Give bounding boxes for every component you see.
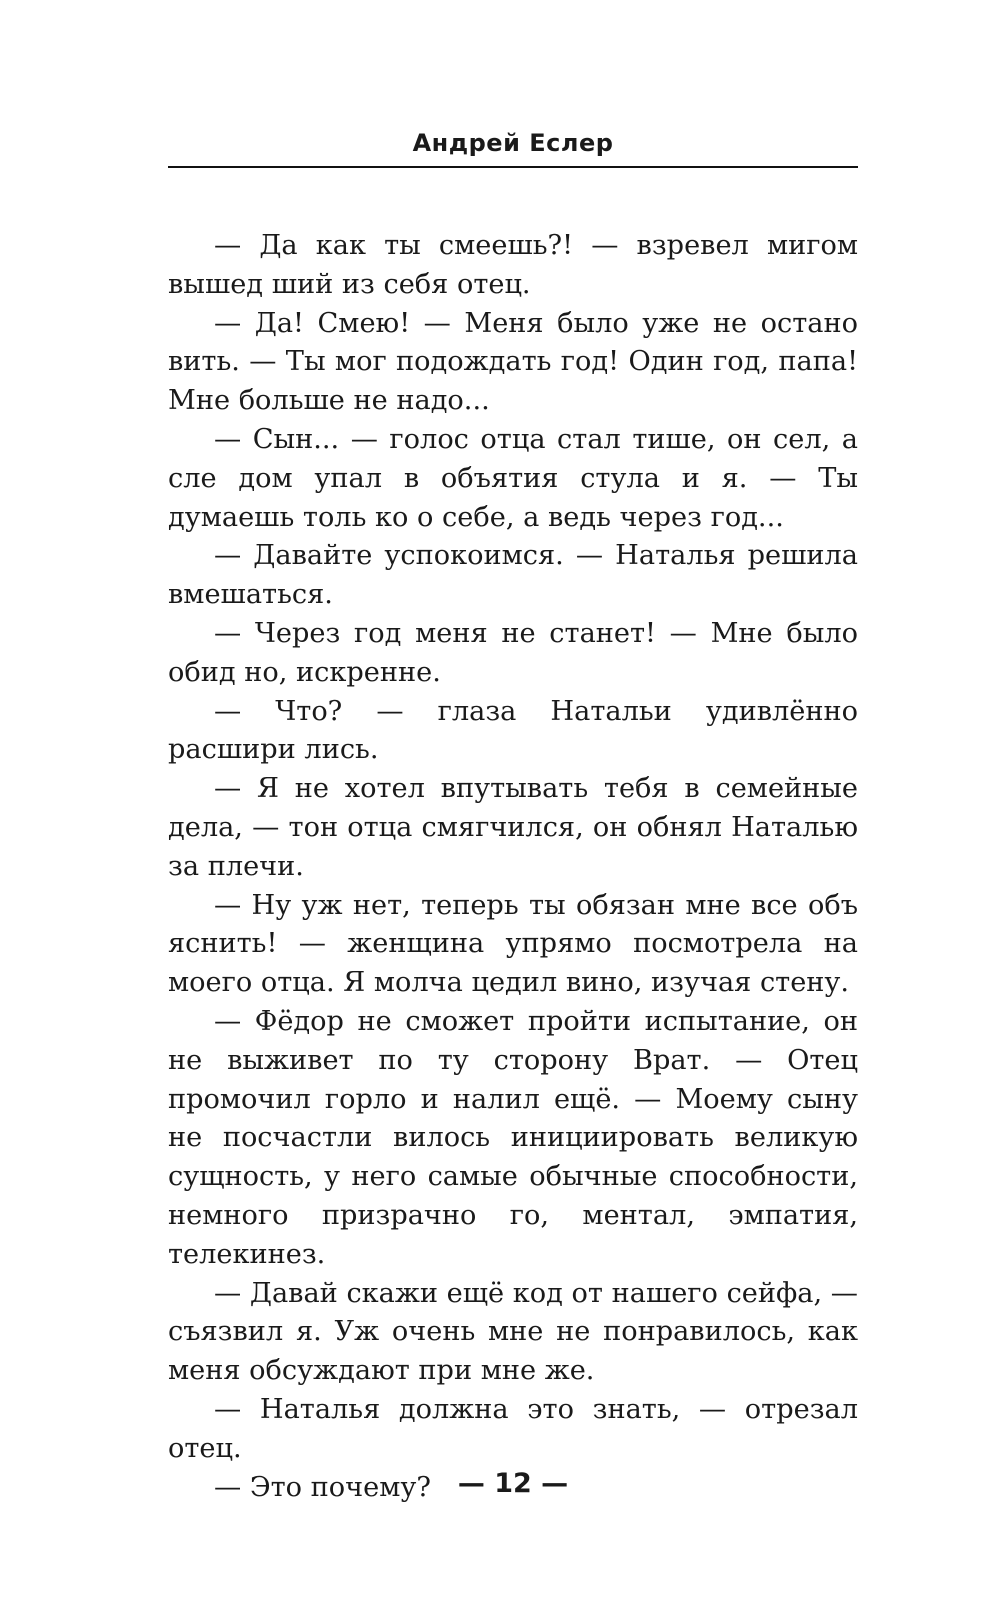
text-line: — Да как ты смеешь?! — взревел мигом вышед: [168, 230, 858, 300]
paragraph: [168, 1003, 858, 1275]
page-number: — 12 —: [457, 1468, 569, 1499]
text-line: плечи.: [207, 850, 304, 882]
text-line: горло и налил ещё. — Моему сыну не посчастли: [168, 1083, 858, 1154]
text-line: — Да! Смею! — Меня было уже не остано: [214, 307, 858, 339]
text-line: — Наталья должна это знать, — отрезал отец.: [168, 1393, 858, 1464]
paragraph: [168, 615, 858, 693]
running-head-author: Андрей Еслер: [412, 129, 614, 157]
text-line: — Ну уж нет, теперь ты обязан мне все объ: [214, 889, 858, 921]
paragraph: [168, 421, 858, 537]
text-line: вить. — Ты мог подождать год! Один год, папа!: [168, 346, 858, 378]
text-line: — Это почему?: [214, 1471, 431, 1503]
header-rule: [168, 166, 858, 168]
paragraph: [168, 305, 858, 421]
text-line: ко о себе, а ведь через год...: [375, 501, 784, 533]
text-line: вмешаться.: [168, 579, 333, 611]
paragraph: [168, 887, 858, 1003]
paragraph: [168, 1391, 858, 1469]
text-line: — Я не хотел впутывать тебя в семейные: [214, 773, 858, 805]
text-line: дом упал в объятия стула и я. — Ты думаешь толь: [168, 462, 858, 533]
text-line: — Фёдор не сможет пройти испытание, он не: [168, 1005, 858, 1076]
paragraph: [168, 770, 858, 886]
text-line: — Сын... — голос отца стал тише, он сел, а сле: [168, 423, 858, 494]
text-line: самые обычные способности, немного призрачно: [168, 1161, 858, 1231]
text-line: Мне больше не надо...: [168, 385, 490, 417]
text-line: вилось инициировать великую сущность, у него: [168, 1122, 858, 1193]
text-line: меня обсуждают при мне же.: [168, 1355, 595, 1387]
text-line: — Давай скажи ещё код от нашего сейфа, —: [214, 1277, 858, 1309]
text-line: — Давайте успокоимся. — Наталья решила: [214, 540, 858, 572]
body-text: [168, 227, 858, 1507]
paragraph: [168, 693, 858, 771]
paragraph: [168, 537, 858, 615]
paragraph: [168, 1275, 858, 1391]
text-line: лись.: [304, 734, 379, 766]
text-line: яснить! — женщина упрямо посмотрела на моего: [168, 928, 858, 999]
text-line: отца. Я молча цедил вино, изучая стену.: [260, 967, 850, 999]
text-line: съязвил я. Уж очень мне не понравилось, как: [168, 1316, 858, 1348]
text-line: — Что? — глаза Натальи удивлённо расшири: [168, 695, 858, 766]
text-line: дела, — тон отца смягчился, он обнял Наталью за: [168, 811, 858, 882]
text-line: выживет по ту сторону Врат. — Отец промочил: [168, 1044, 858, 1115]
text-line: но, искренне.: [244, 656, 441, 688]
text-line: ший из себя отец.: [271, 268, 531, 300]
text-line: — Через год меня не станет! — Мне было обид: [168, 617, 858, 688]
paragraph: [168, 227, 858, 305]
text-line: го, ментал, эмпатия, телекинез.: [168, 1199, 858, 1270]
